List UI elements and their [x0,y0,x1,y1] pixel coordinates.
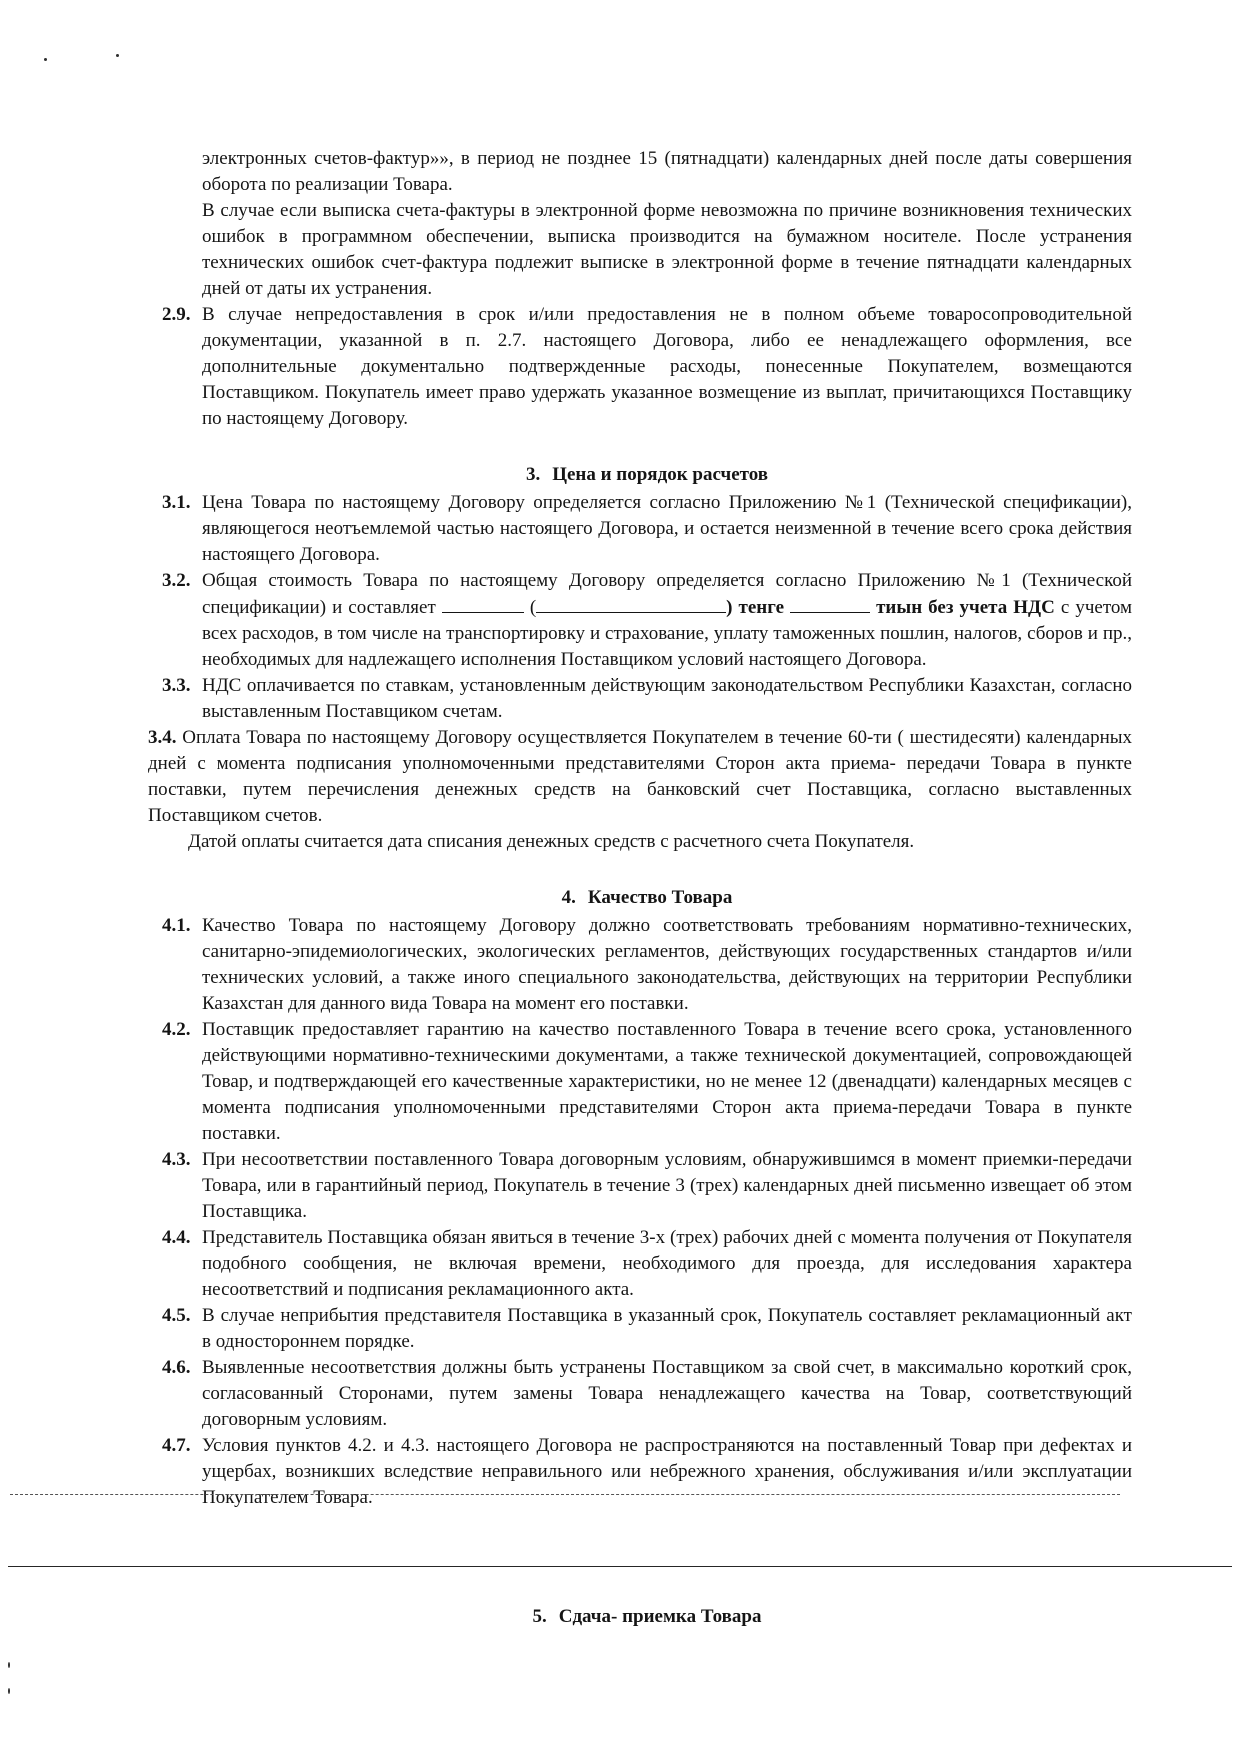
clause-text: НДС оплачивается по ставкам, установленным действующим законодательством Республики Казахстан, согласно выставленным Поставщиком счетам. [202,675,1132,722]
section-heading-3 [162,462,1132,488]
clause-4-5 [162,1303,1132,1355]
clause-text: Цена Товара по настоящему Договору определяется согласно Приложению №1 (Технической спецификации), являющегося неотъемлемой частью настоящего Договора, и остается неизменной в течение всего срока действия настоящего Договора. [202,492,1132,565]
section-heading-5 [162,1604,1132,1630]
clause-3-2 [162,568,1132,673]
intro-paragraph: В случае если выписка счета-фактуры в электронной форме невозможна по причине возникновения технических ошибок в программном обеспечении, выписка производится на бумажном носителе. После устранения технических ошибок счет-фактура подлежит выписке в электронной форме в течение пятнадцати календарных дней от даты их устранения. [202,200,1132,299]
payment-date-note: Датой оплаты считается дата списания денежных средств с расчетного счета Покупателя. [188,831,915,852]
clause-text: Качество Товара по настоящему Договору должно соответствовать требованиям нормативно-технических, санитарно-эпидемиологических, экологических регламентов, действующих государственных стандартов и/или технических условий, а также иного специального законодательства, действующих на территории Республики Казахстан для данного вида Товара на момент его поставки. [202,915,1132,1014]
page-divider-line [8,1566,1232,1567]
section-title: Цена и порядок расчетов [552,464,769,485]
clause-number: 4.3. [162,1149,191,1170]
clause-text: с учетом всех расходов, в том числе на транспортировку и страхование, уплату таможенных пошлин, налогов, сборов и пр., необходимых для надлежащего исполнения Поставщиком условий настоящего Договора. [202,597,1133,670]
clause-number: 4.2. [162,1019,191,1040]
intro-paragraph: электронных счетов-фактур»», в период не позднее 15 (пятнадцати) календарных дней после даты совершения оборота по реализации Товара. [202,148,1132,195]
section-number: 3. [525,464,541,485]
clause-text: При несоответствии поставленного Товара договорным условиям, обнаружившимся в момент приемки-передачи Товара, или в гарантийный период, Покупатель в течение 3 (трех) календарных дней письменно извещает об этом Поставщика. [202,1149,1132,1222]
scan-dashed-line [10,1494,1120,1495]
clause-text: Общая стоимость Товара по настоящему Договору определяется согласно Приложению №1 (Технической спецификации) и составляет [202,570,1132,618]
clause-number: 4.6. [162,1357,191,1378]
amount-blank [442,594,524,613]
clause-number: 3.3. [162,675,191,696]
clause-text: Выявленные несоответствия должны быть устранены Поставщиком за свой счет, в максимально короткий срок, согласованный Сторонами, путем замены Товара ненадлежащего качества на Товар, соответствующий договорным условиям. [202,1357,1132,1430]
clause-4-4 [162,1225,1132,1303]
scan-speck [8,1662,10,1668]
scan-speck [8,1688,10,1694]
clause-3-4 [148,725,1132,829]
clause-number: 3.4. [148,727,177,748]
section-heading-4 [162,885,1132,911]
section-5-block [162,1604,1132,1632]
clause-number: 4.7. [162,1435,191,1456]
clause-text: Представитель Поставщика обязан явиться в течение 3-х (трех) рабочих дней с момента получения от Покупателя подобного сообщения, не включая времени, необходимого для проезда, для исследования характера несоответствий и подписания рекламационного акта. [202,1227,1132,1300]
clause-2-9 [162,302,1132,432]
clause-number: 3.1. [162,492,191,513]
clause-number: 4.4. [162,1227,191,1248]
section-number: 5. [532,1606,547,1627]
clause-4-1 [162,913,1132,1017]
clause-3-1 [162,490,1132,568]
clause-number: 3.2. [162,570,191,591]
clause-number: 4.5. [162,1305,191,1326]
clause-4-6 [162,1355,1132,1433]
clause-text: Условия пунктов 4.2. и 4.3. настоящего Договора не распространяются на поставленный Товар при дефектах и ущербах, возникших вследствие неправильного или небрежного хранения, обслуживания и/или эксплуатации Покупателем Товара. [202,1435,1132,1508]
section-number: 4. [561,887,576,908]
tenge-label: ) тенге [726,597,785,618]
clause-text: В случае непредоставления в срок и/или предоставления не в полном объеме товаросопроводительной документации, указанной в п. 2.7. настоящего Договора, либо ее ненадлежащего оформления, все дополнительные документально подтвержденные расходы, понесенные Покупателем, возмещаются Поставщиком. Покупатель имеет право удержать указанное возмещение из выплат, причитающихся Поставщику по настоящему Договору. [202,304,1132,429]
section-title: Качество Товара [587,887,733,908]
amount-words-open: ( [529,597,537,618]
clause-number: 4.1. [162,915,191,936]
clause-3-3 [162,673,1132,725]
clause-text: Поставщик предоставляет гарантию на качество поставленного Товара в течение всего срока, установленного действующими нормативно-техническими документами, а также технической документацией, сопровождающей Товар, и подтверждающей его качественные характеристики, но не менее 12 (двенадцати) календарных месяцев с момента подписания уполномоченными представителями Сторон акта приема-передачи Товара в пункте поставки. [202,1019,1132,1144]
clause-text: Оплата Товара по настоящему Договору осуществляется Покупателем в течение 60-ти ( шестидесяти) календарных дней с момента подписания уполномоченными представителями Сторон акта приема- передачи Товара в пункте поставки, путем перечисления денежных средств на банковский счет Поставщика, согласно выставленных Поставщиком счетов. [148,727,1133,826]
clause-4-7 [162,1433,1132,1511]
amount-words-blank [536,594,726,613]
section-title: Сдача- приемка Товара [558,1606,762,1627]
clause-4-2 [162,1017,1132,1147]
clause-text: В случае неприбытия представителя Поставщика в указанный срок, Покупатель составляет рекламационный акт в одностороннем порядке. [202,1305,1132,1352]
tiyn-blank [790,594,870,613]
clause-4-3 [162,1147,1132,1225]
scan-speck [44,58,47,61]
clause-number: 2.9. [162,304,191,325]
contract-text [148,146,1133,1511]
scan-speck [116,54,119,57]
vat-note: тиын без учета НДС [876,597,1055,618]
